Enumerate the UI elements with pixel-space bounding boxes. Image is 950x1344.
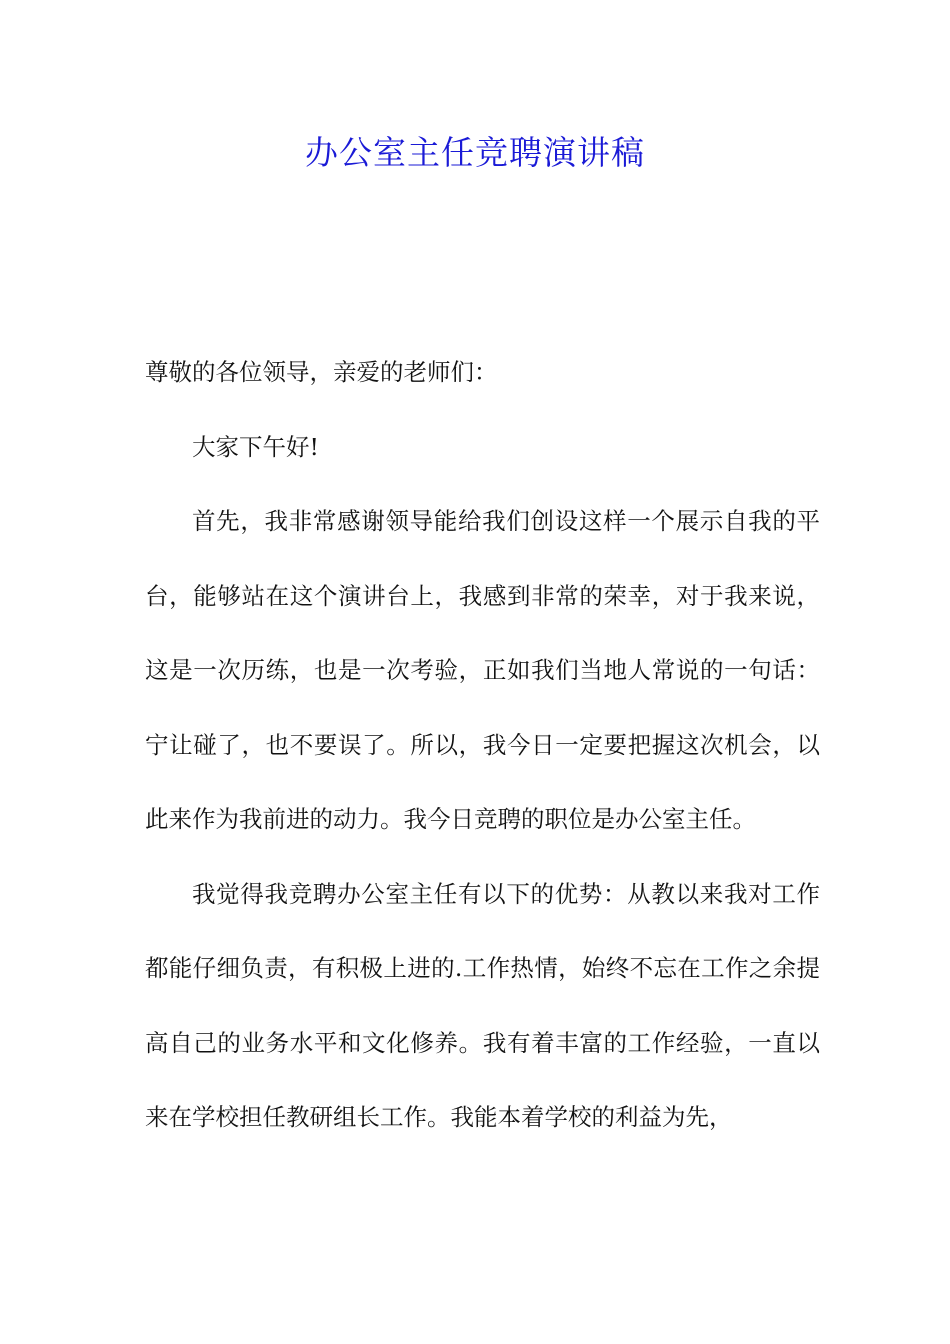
document-body [145, 335, 820, 1155]
paragraph-introduction: 首先，我非常感谢领导能给我们创设这样一个展示自我的平台，能够站在这个演讲台上，我感到非常的荣幸，对于我来说，这是一次历练，也是一次考验，正如我们当地人常说的一句话：宁让碰了，也不要误了。所以，我今日一定要把握这次机会，以此来作为我前进的动力。我今日竞聘的职位是办公室主任。 [145, 507, 820, 833]
salutation: 尊敬的各位领导，亲爱的老师们： [145, 358, 498, 386]
paragraph-advantages: 我觉得我竞聘办公室主任有以下的优势：从教以来我对工作都能仔细负责，有积极上进的.工作热情，始终不忘在工作之余提高自己的业务水平和文化修养。我有着丰富的工作经验，一直以来在学校担任教研组长工作。我能本着学校的利益为先， [145, 879, 820, 1131]
document-title: 办公室主任竞聘演讲稿 [305, 133, 645, 172]
paragraph-greeting: 大家下午好! [192, 432, 319, 461]
